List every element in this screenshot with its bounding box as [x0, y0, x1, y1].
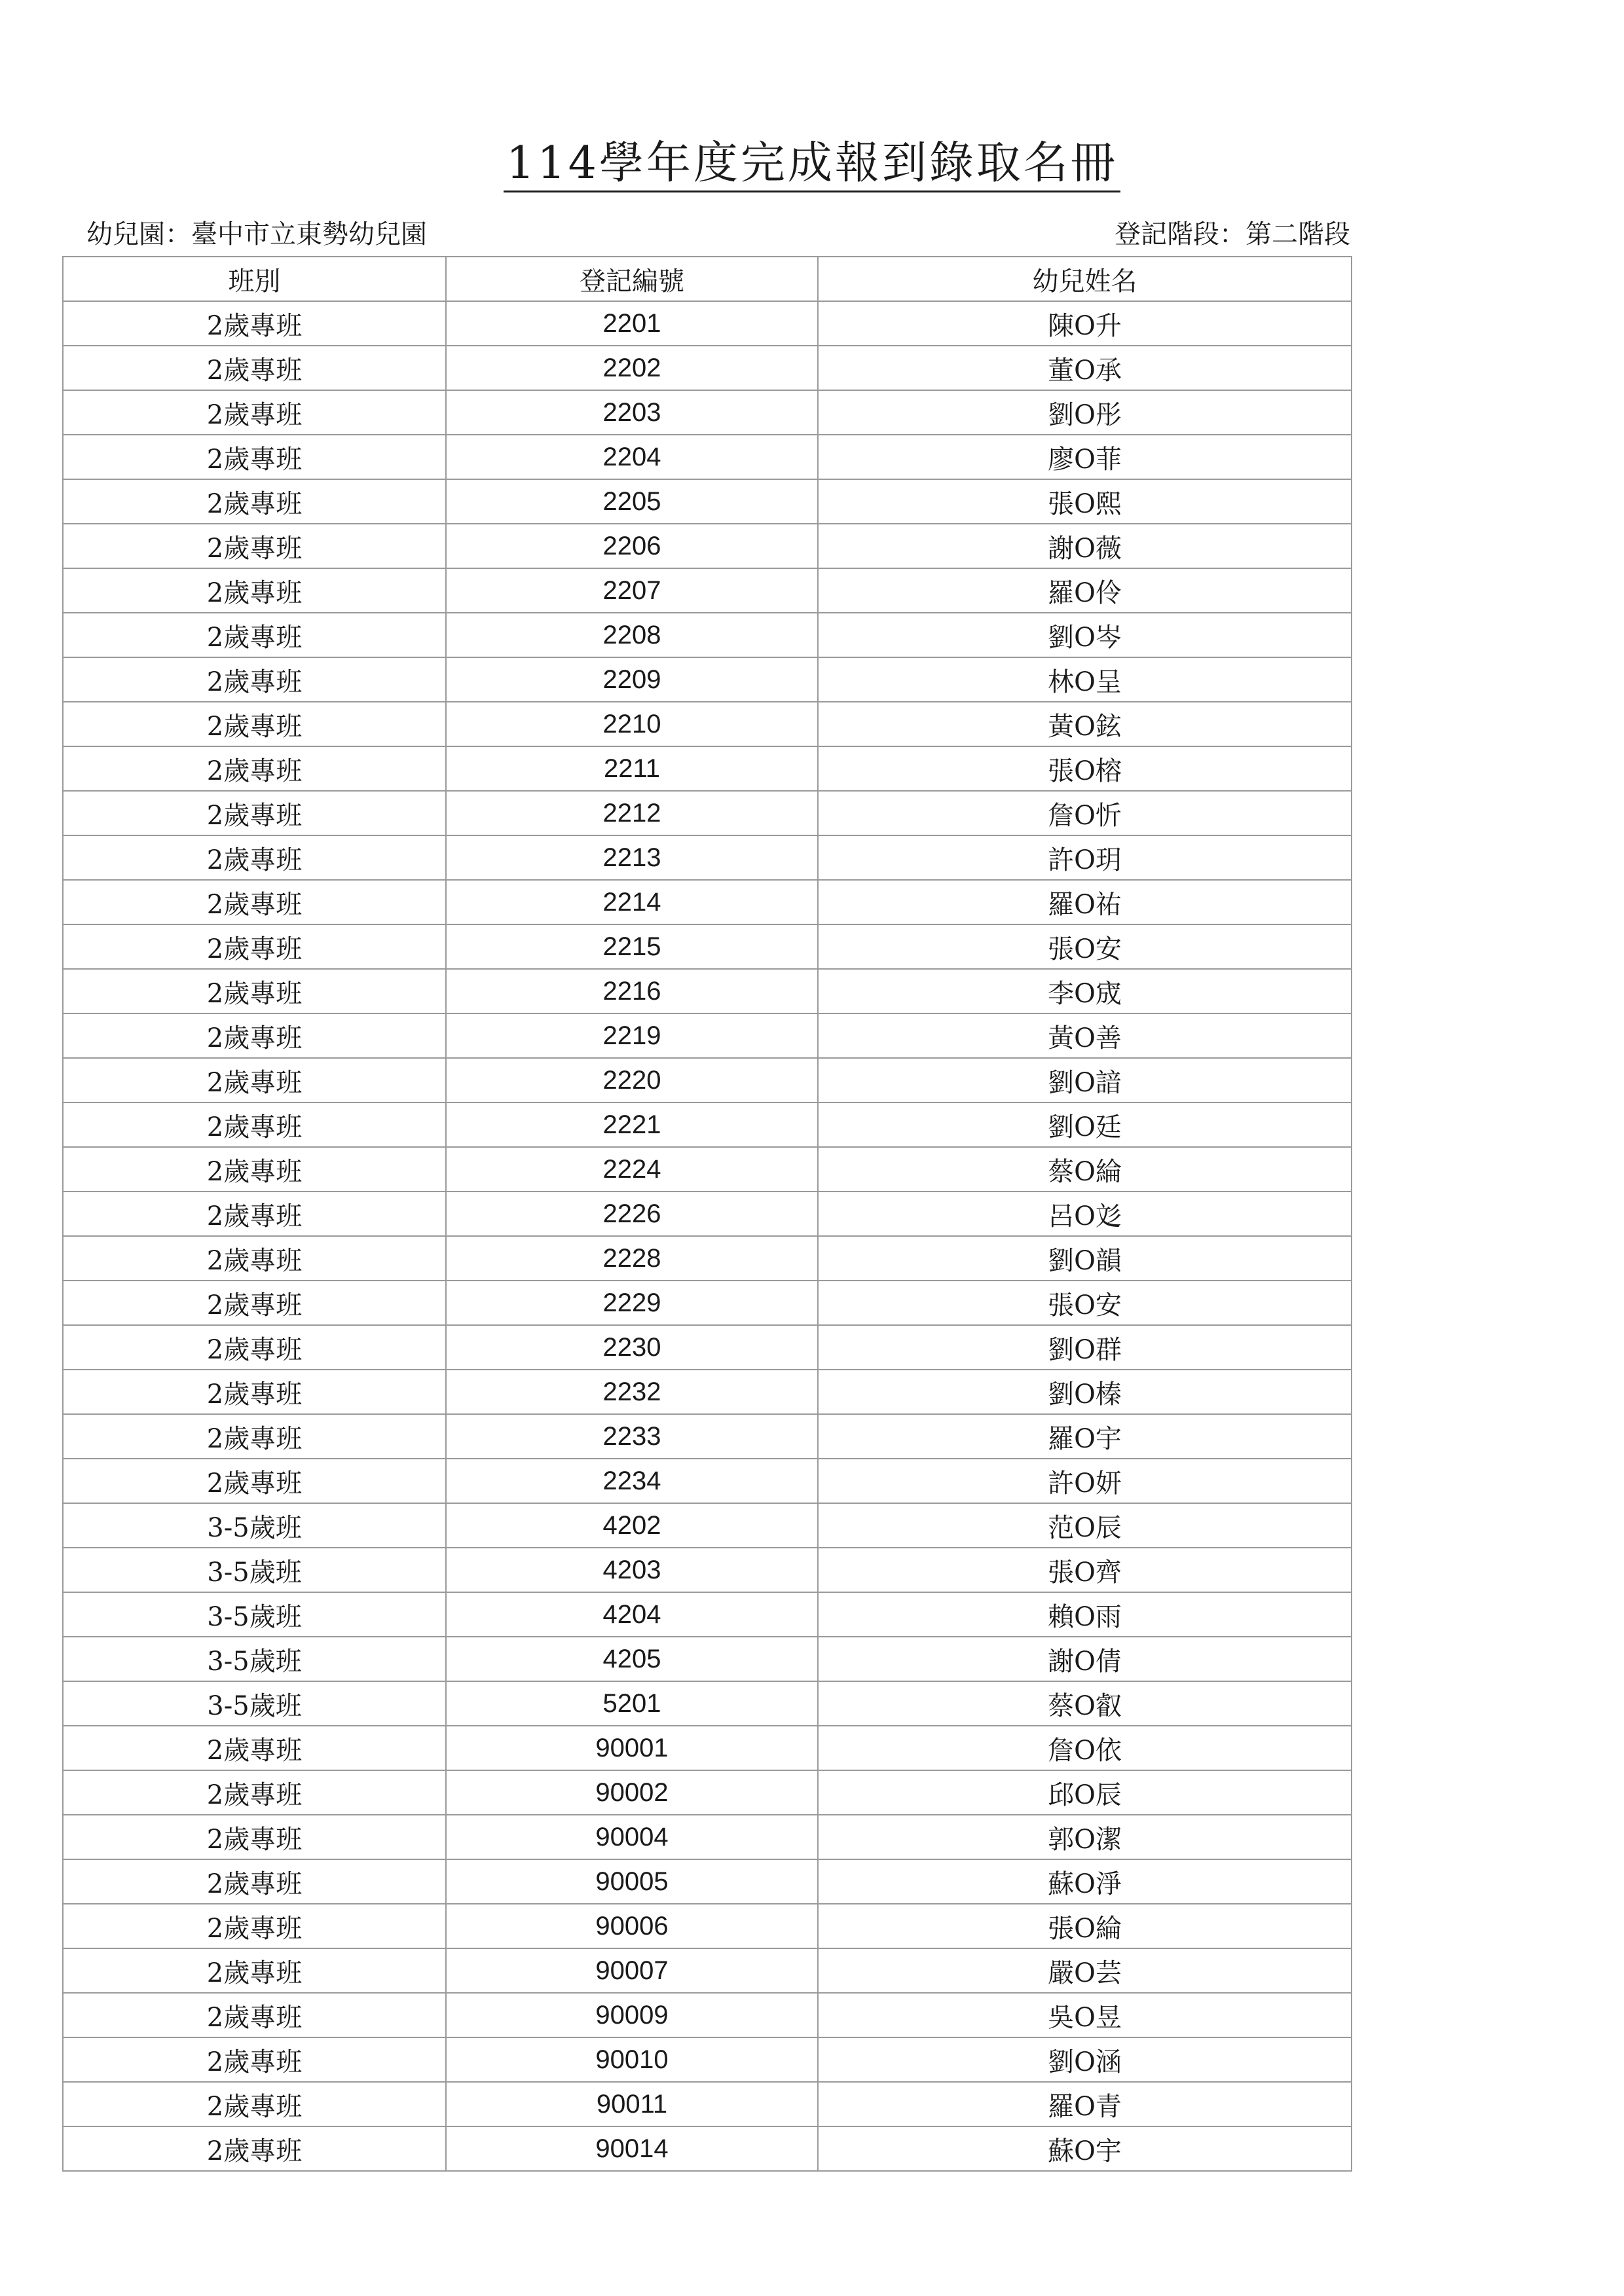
cell-child-name: 呂O彣 — [818, 1192, 1352, 1236]
table-row — [63, 1904, 1352, 1948]
cell-registration-number: 2216 — [446, 969, 818, 1013]
table-row — [63, 390, 1352, 435]
cell-child-name: 嚴O芸 — [818, 1948, 1352, 1993]
cell-registration-number: 4204 — [446, 1592, 818, 1637]
cell-class: 2歲專班 — [63, 1236, 446, 1281]
table-row — [63, 1993, 1352, 2037]
cell-child-name: 林O呈 — [818, 657, 1352, 702]
cell-class: 2歲專班 — [63, 791, 446, 835]
cell-child-name: 羅O宇 — [818, 1414, 1352, 1459]
table-row — [63, 2126, 1352, 2171]
cell-class: 2歲專班 — [63, 924, 446, 969]
cell-class: 2歲專班 — [63, 1281, 446, 1325]
cell-registration-number: 2230 — [446, 1325, 818, 1370]
cell-registration-number: 90005 — [446, 1859, 818, 1904]
table-row — [63, 613, 1352, 657]
cell-child-name: 范O辰 — [818, 1503, 1352, 1548]
cell-class: 2歲專班 — [63, 1459, 446, 1503]
cell-class: 2歲專班 — [63, 1192, 446, 1236]
cell-class: 2歲專班 — [63, 524, 446, 568]
cell-registration-number: 2228 — [446, 1236, 818, 1281]
table-row — [63, 435, 1352, 479]
cell-registration-number: 2219 — [446, 1013, 818, 1058]
table-row — [63, 924, 1352, 969]
table-body — [63, 301, 1352, 2171]
table-row — [63, 1459, 1352, 1503]
table-row — [63, 1147, 1352, 1192]
cell-class: 2歲專班 — [63, 969, 446, 1013]
table-row — [63, 301, 1352, 346]
cell-registration-number: 2234 — [446, 1459, 818, 1503]
cell-registration-number: 2207 — [446, 568, 818, 613]
cell-class: 3-5歲班 — [63, 1592, 446, 1637]
header-class: 班別 — [63, 257, 446, 301]
table-header-row — [63, 257, 1352, 301]
table-row — [63, 746, 1352, 791]
cell-child-name: 張O榕 — [818, 746, 1352, 791]
table-row — [63, 1236, 1352, 1281]
cell-child-name: 詹O忻 — [818, 791, 1352, 835]
cell-class: 2歲專班 — [63, 1770, 446, 1815]
cell-child-name: 黃O鉉 — [818, 702, 1352, 746]
cell-class: 2歲專班 — [63, 657, 446, 702]
table-row — [63, 835, 1352, 880]
cell-class: 2歲專班 — [63, 390, 446, 435]
cell-child-name: 劉O廷 — [818, 1102, 1352, 1147]
admission-roster-table — [62, 256, 1352, 2172]
cell-child-name: 張O安 — [818, 1281, 1352, 1325]
table-row — [63, 702, 1352, 746]
cell-child-name: 羅O祐 — [818, 880, 1352, 924]
cell-child-name: 謝O薇 — [818, 524, 1352, 568]
cell-child-name: 謝O倩 — [818, 1637, 1352, 1681]
cell-class: 2歲專班 — [63, 435, 446, 479]
cell-class: 3-5歲班 — [63, 1548, 446, 1592]
cell-class: 2歲專班 — [63, 702, 446, 746]
table-row — [63, 1281, 1352, 1325]
cell-registration-number: 4203 — [446, 1548, 818, 1592]
cell-child-name: 劉O彤 — [818, 390, 1352, 435]
cell-registration-number: 90014 — [446, 2126, 818, 2171]
cell-child-name: 邱O辰 — [818, 1770, 1352, 1815]
cell-registration-number: 2211 — [446, 746, 818, 791]
cell-child-name: 劉O群 — [818, 1325, 1352, 1370]
table-row — [63, 568, 1352, 613]
cell-class: 2歲專班 — [63, 301, 446, 346]
cell-registration-number: 2208 — [446, 613, 818, 657]
table-row — [63, 479, 1352, 524]
cell-class: 2歲專班 — [63, 835, 446, 880]
cell-class: 2歲專班 — [63, 1993, 446, 2037]
cell-registration-number: 2229 — [446, 1281, 818, 1325]
cell-class: 2歲專班 — [63, 2037, 446, 2082]
cell-class: 2歲專班 — [63, 1904, 446, 1948]
cell-registration-number: 2203 — [446, 390, 818, 435]
cell-registration-number: 2209 — [446, 657, 818, 702]
table-row — [63, 1726, 1352, 1770]
cell-registration-number: 2224 — [446, 1147, 818, 1192]
cell-class: 2歲專班 — [63, 1726, 446, 1770]
table-row — [63, 1592, 1352, 1637]
header-registration-number: 登記編號 — [446, 257, 818, 301]
table-row — [63, 880, 1352, 924]
cell-child-name: 劉O岑 — [818, 613, 1352, 657]
header-child-name: 幼兒姓名 — [818, 257, 1352, 301]
cell-registration-number: 2214 — [446, 880, 818, 924]
table-row — [63, 1370, 1352, 1414]
cell-registration-number: 90011 — [446, 2082, 818, 2126]
table-row — [63, 1770, 1352, 1815]
cell-registration-number: 2204 — [446, 435, 818, 479]
cell-class: 2歲專班 — [63, 880, 446, 924]
table-row — [63, 1503, 1352, 1548]
cell-class: 2歲專班 — [63, 1370, 446, 1414]
cell-child-name: 郭O潔 — [818, 1815, 1352, 1859]
cell-child-name: 蘇O淨 — [818, 1859, 1352, 1904]
cell-child-name: 廖O菲 — [818, 435, 1352, 479]
cell-child-name: 賴O雨 — [818, 1592, 1352, 1637]
cell-registration-number: 2206 — [446, 524, 818, 568]
cell-registration-number: 2205 — [446, 479, 818, 524]
table-row — [63, 791, 1352, 835]
cell-class: 2歲專班 — [63, 1147, 446, 1192]
cell-child-name: 劉O諳 — [818, 1058, 1352, 1102]
cell-class: 2歲專班 — [63, 1859, 446, 1904]
cell-class: 2歲專班 — [63, 1013, 446, 1058]
table-row — [63, 1548, 1352, 1592]
table-row — [63, 1013, 1352, 1058]
cell-registration-number: 2202 — [446, 346, 818, 390]
cell-class: 2歲專班 — [63, 1102, 446, 1147]
cell-class: 2歲專班 — [63, 1414, 446, 1459]
cell-class: 2歲專班 — [63, 2082, 446, 2126]
cell-class: 2歲專班 — [63, 746, 446, 791]
cell-child-name: 羅O青 — [818, 2082, 1352, 2126]
cell-class: 2歲專班 — [63, 613, 446, 657]
cell-registration-number: 2233 — [446, 1414, 818, 1459]
cell-registration-number: 4205 — [446, 1637, 818, 1681]
registration-stage: 登記階段：第二階段 — [1115, 219, 1350, 249]
table-row — [63, 1414, 1352, 1459]
cell-child-name: 張O熙 — [818, 479, 1352, 524]
cell-child-name: 張O安 — [818, 924, 1352, 969]
cell-class: 2歲專班 — [63, 568, 446, 613]
table-row — [63, 657, 1352, 702]
table-row — [63, 2037, 1352, 2082]
cell-registration-number: 2220 — [446, 1058, 818, 1102]
table-row — [63, 1102, 1352, 1147]
cell-child-name: 劉O韻 — [818, 1236, 1352, 1281]
cell-registration-number: 90007 — [446, 1948, 818, 1993]
cell-child-name: 吳O昱 — [818, 1993, 1352, 2037]
cell-class: 2歲專班 — [63, 346, 446, 390]
cell-class: 3-5歲班 — [63, 1681, 446, 1726]
cell-registration-number: 90006 — [446, 1904, 818, 1948]
table-row — [63, 1948, 1352, 1993]
cell-registration-number: 90002 — [446, 1770, 818, 1815]
cell-registration-number: 2201 — [446, 301, 818, 346]
cell-registration-number: 5201 — [446, 1681, 818, 1726]
table-row — [63, 1681, 1352, 1726]
cell-registration-number: 2232 — [446, 1370, 818, 1414]
table-row — [63, 524, 1352, 568]
cell-class: 2歲專班 — [63, 479, 446, 524]
table-row — [63, 1859, 1352, 1904]
cell-child-name: 蔡O綸 — [818, 1147, 1352, 1192]
cell-child-name: 劉O榛 — [818, 1370, 1352, 1414]
cell-class: 2歲專班 — [63, 1815, 446, 1859]
table-row — [63, 969, 1352, 1013]
cell-child-name: 董O承 — [818, 346, 1352, 390]
cell-child-name: 張O齊 — [818, 1548, 1352, 1592]
cell-child-name: 詹O依 — [818, 1726, 1352, 1770]
cell-registration-number: 90001 — [446, 1726, 818, 1770]
cell-child-name: 蔡O叡 — [818, 1681, 1352, 1726]
cell-child-name: 許O妍 — [818, 1459, 1352, 1503]
cell-child-name: 黃O善 — [818, 1013, 1352, 1058]
cell-registration-number: 90010 — [446, 2037, 818, 2082]
cell-class: 2歲專班 — [63, 1058, 446, 1102]
cell-child-name: 李O宬 — [818, 969, 1352, 1013]
table-row — [63, 1637, 1352, 1681]
cell-registration-number: 90009 — [446, 1993, 818, 2037]
document-title: 114學年度完成報到錄取名冊 — [0, 128, 1624, 191]
table-row — [63, 1815, 1352, 1859]
cell-registration-number: 2215 — [446, 924, 818, 969]
cell-registration-number: 2213 — [446, 835, 818, 880]
cell-child-name: 劉O涵 — [818, 2037, 1352, 2082]
table-row — [63, 2082, 1352, 2126]
cell-registration-number: 2226 — [446, 1192, 818, 1236]
cell-class: 2歲專班 — [63, 2126, 446, 2171]
table-row — [63, 1058, 1352, 1102]
cell-registration-number: 2212 — [446, 791, 818, 835]
cell-child-name: 陳O升 — [818, 301, 1352, 346]
cell-class: 3-5歲班 — [63, 1637, 446, 1681]
cell-registration-number: 4202 — [446, 1503, 818, 1548]
cell-child-name: 許O玥 — [818, 835, 1352, 880]
cell-child-name: 羅O伶 — [818, 568, 1352, 613]
cell-class: 2歲專班 — [63, 1325, 446, 1370]
cell-registration-number: 2210 — [446, 702, 818, 746]
table-row — [63, 1325, 1352, 1370]
table-row — [63, 346, 1352, 390]
cell-child-name: 張O綸 — [818, 1904, 1352, 1948]
cell-registration-number: 2221 — [446, 1102, 818, 1147]
cell-registration-number: 90004 — [446, 1815, 818, 1859]
cell-child-name: 蘇O宇 — [818, 2126, 1352, 2171]
table-row — [63, 1192, 1352, 1236]
cell-class: 3-5歲班 — [63, 1503, 446, 1548]
kindergarten-name: 幼兒園：臺中市立東勢幼兒園 — [86, 219, 427, 249]
cell-class: 2歲專班 — [63, 1948, 446, 1993]
